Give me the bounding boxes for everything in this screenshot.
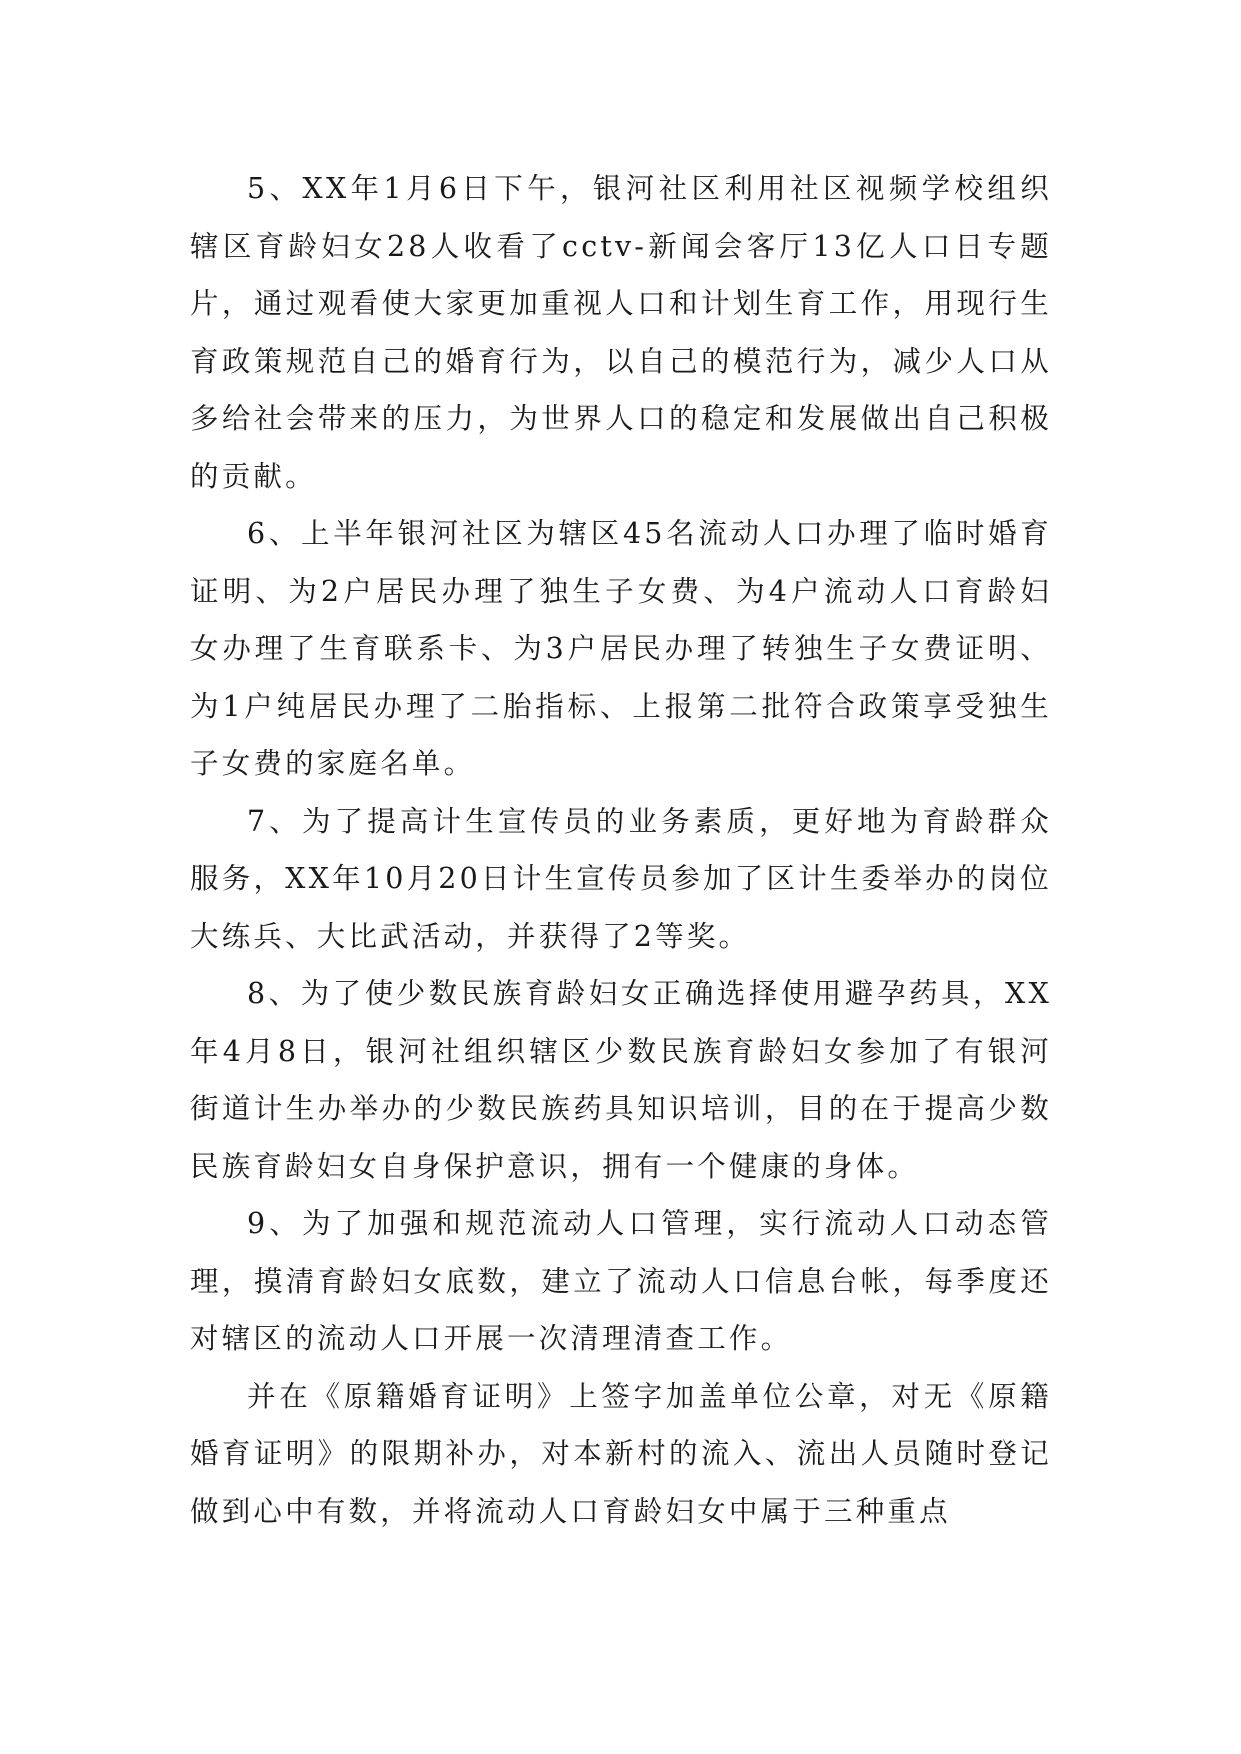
paragraph-item-6: 6、上半年银河社区为辖区45名流动人口办理了临时婚育证明、为2户居民办理了独生子女费、为4户流动人口育龄妇女办理了生育联系卡、为3户居民办理了转独生子女费证明、为1户纯居民办理了二胎指标、上报第二批符合政策享受独生子女费的家庭名单。 (190, 517, 1052, 780)
paragraph-item-7: 7、为了提高计生宣传员的业务素质，更好地为育龄群众服务，XX年10月20日计生宣传员参加了区计生委举办的岗位大练兵、大比武活动，并获得了2等奖。 (190, 804, 1052, 953)
document-body (190, 160, 1052, 1540)
paragraph-item-9: 9、为了加强和规范流动人口管理，实行流动人口动态管理，摸清育龄妇女底数，建立了流动人口信息台帐，每季度还对辖区的流动人口开展一次清理清查工作。 (190, 1207, 1052, 1355)
paragraph-item-8: 8、为了使少数民族育龄妇女正确选择使用避孕药具，XX年4月8日，银河社组织辖区少数民族育龄妇女参加了有银河街道计生办举办的少数民族药具知识培训，目的在于提高少数民族育龄妇女自身保护意识，拥有一个健康的身体。 (190, 977, 1052, 1183)
paragraph-item-5: 5、XX年1月6日下午，银河社区利用社区视频学校组织辖区育龄妇女28人收看了cctv-新闻会客厅13亿人口日专题片，通过观看使大家更加重视人口和计划生育工作，用现行生育政策规范自己的婚育行为，以自己的模范行为，减少人口从多给社会带来的压力，为世界人口的稳定和发展做出自己积极的贡献。 (190, 172, 1052, 493)
paragraph-continuation: 并在《原籍婚育证明》上签字加盖单位公章，对无《原籍婚育证明》的限期补办，对本新村的流入、流出人员随时登记做到心中有数，并将流动人口育龄妇女中属于三种重点 (190, 1379, 1052, 1528)
